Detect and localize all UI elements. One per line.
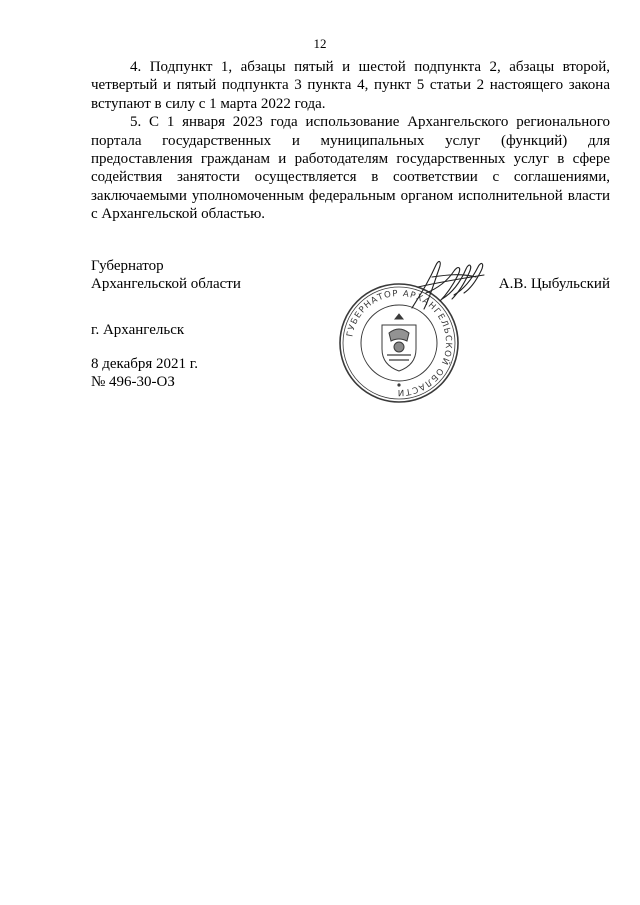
law-number: № 496-30-ОЗ — [91, 374, 175, 390]
date-block — [91, 355, 198, 391]
city: г. Архангельск — [91, 322, 185, 338]
signing-date: 8 декабря 2021 г. — [91, 356, 198, 372]
handwritten-signature — [406, 253, 488, 315]
document-body — [91, 58, 610, 224]
signatory-title-line2: Архангельской области — [91, 276, 241, 292]
signatory-title-line1: Губернатор — [91, 258, 164, 274]
seal-ring-text: ГУБЕРНАТОР АРХАНГЕЛЬСКОЙ ОБЛАСТИ — [345, 288, 454, 398]
signatory-title — [91, 257, 241, 293]
paragraph-4: 4. Подпункт 1, абзацы пятый и шестой подпункта 2, абзацы второй, четвертый и пятый подпункта 3 пункта 4, пункт 5 статьи 2 настоящего закона вступают в силу с 1 марта 2022 года. — [91, 59, 610, 112]
coat-of-arms-icon — [382, 314, 416, 371]
signatory-name: А.В. Цыбульский — [498, 276, 610, 292]
page-number: 12 — [313, 36, 327, 51]
paragraph-5: 5. С 1 января 2023 года использование Архангельского регионального портала государственных и муниципальных услуг (функций) для предоставления гражданам и работодателям государственных услуг в сфере содействия занятости осуществляется в соответствии с соглашениями, заключаемыми уполномоченным федеральным органом исполнительной власти с Архангельской областью. — [91, 114, 610, 223]
